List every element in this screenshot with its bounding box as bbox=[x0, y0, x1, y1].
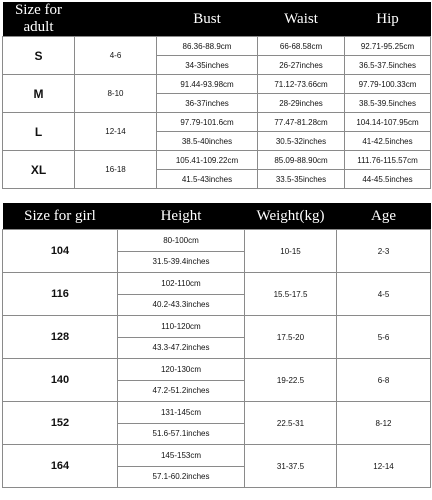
adult-size: XL bbox=[3, 151, 75, 189]
adult-hip-in: 44-45.5inches bbox=[345, 170, 431, 189]
adult-size: M bbox=[3, 75, 75, 113]
girl-height-cm: 102-110cm bbox=[118, 273, 245, 295]
adult-hip-in: 38.5-39.5inches bbox=[345, 94, 431, 113]
girl-height-cm: 120-130cm bbox=[118, 359, 245, 381]
adult-size-table bbox=[2, 2, 431, 189]
girl-row bbox=[3, 273, 431, 295]
girl-header-weight: Weight(kg) bbox=[245, 203, 337, 230]
adult-row bbox=[3, 113, 431, 132]
adult-header-row bbox=[3, 2, 431, 37]
adult-waist-in: 26-27inches bbox=[258, 56, 345, 75]
adult-row bbox=[3, 151, 431, 170]
adult-header-range bbox=[75, 2, 157, 37]
girl-age: 12-14 bbox=[337, 445, 431, 488]
adult-waist-in: 33.5-35inches bbox=[258, 170, 345, 189]
girl-weight: 10-15 bbox=[245, 230, 337, 273]
girl-age: 6-8 bbox=[337, 359, 431, 402]
girl-age: 5-6 bbox=[337, 316, 431, 359]
adult-row bbox=[3, 75, 431, 94]
adult-bust-cm: 105.41-109.22cm bbox=[157, 151, 258, 170]
girl-header-size: Size for girl bbox=[3, 203, 118, 230]
adult-hip-cm: 111.76-115.57cm bbox=[345, 151, 431, 170]
girl-row bbox=[3, 359, 431, 381]
girl-size: 116 bbox=[3, 273, 118, 316]
adult-header-hip: Hip bbox=[345, 2, 431, 37]
girl-size-table bbox=[2, 203, 431, 488]
adult-bust-in: 36-37inches bbox=[157, 94, 258, 113]
adult-hip-cm: 92.71-95.25cm bbox=[345, 37, 431, 56]
adult-bust-in: 34-35inches bbox=[157, 56, 258, 75]
adult-range: 12-14 bbox=[75, 113, 157, 151]
adult-header-size: Size for adult bbox=[3, 2, 75, 37]
girl-weight: 19-22.5 bbox=[245, 359, 337, 402]
girl-height-in: 40.2-43.3inches bbox=[118, 294, 245, 316]
girl-header-age: Age bbox=[337, 203, 431, 230]
adult-row bbox=[3, 37, 431, 56]
adult-bust-cm: 91.44-93.98cm bbox=[157, 75, 258, 94]
girl-height-in: 51.6-57.1inches bbox=[118, 423, 245, 445]
girl-row bbox=[3, 230, 431, 252]
adult-waist-cm: 85.09-88.90cm bbox=[258, 151, 345, 170]
girl-height-cm: 145-153cm bbox=[118, 445, 245, 467]
adult-waist-cm: 71.12-73.66cm bbox=[258, 75, 345, 94]
girl-weight: 17.5-20 bbox=[245, 316, 337, 359]
girl-height-cm: 131-145cm bbox=[118, 402, 245, 424]
girl-height-in: 31.5-39.4inches bbox=[118, 251, 245, 273]
girl-header-height: Height bbox=[118, 203, 245, 230]
adult-waist-cm: 77.47-81.28cm bbox=[258, 113, 345, 132]
adult-range: 4-6 bbox=[75, 37, 157, 75]
adult-bust-in: 38.5-40inches bbox=[157, 132, 258, 151]
adult-bust-cm: 86.36-88.9cm bbox=[157, 37, 258, 56]
girl-weight: 31-37.5 bbox=[245, 445, 337, 488]
girl-row bbox=[3, 316, 431, 338]
adult-waist-in: 28-29inches bbox=[258, 94, 345, 113]
adult-header-waist: Waist bbox=[258, 2, 345, 37]
girl-height-in: 47.2-51.2inches bbox=[118, 380, 245, 402]
adult-header-bust: Bust bbox=[157, 2, 258, 37]
girl-height-cm: 80-100cm bbox=[118, 230, 245, 252]
girl-header-row bbox=[3, 203, 431, 230]
girl-age: 4-5 bbox=[337, 273, 431, 316]
adult-bust-in: 41.5-43inches bbox=[157, 170, 258, 189]
adult-hip-cm: 104.14-107.95cm bbox=[345, 113, 431, 132]
adult-hip-cm: 97.79-100.33cm bbox=[345, 75, 431, 94]
table-gap bbox=[2, 189, 430, 203]
adult-bust-cm: 97.79-101.6cm bbox=[157, 113, 258, 132]
girl-size: 128 bbox=[3, 316, 118, 359]
adult-hip-in: 36.5-37.5inches bbox=[345, 56, 431, 75]
girl-age: 8-12 bbox=[337, 402, 431, 445]
adult-waist-in: 30.5-32inches bbox=[258, 132, 345, 151]
girl-height-in: 43.3-47.2inches bbox=[118, 337, 245, 359]
girl-height-cm: 110-120cm bbox=[118, 316, 245, 338]
adult-hip-in: 41-42.5inches bbox=[345, 132, 431, 151]
girl-weight: 15.5-17.5 bbox=[245, 273, 337, 316]
adult-range: 16-18 bbox=[75, 151, 157, 189]
girl-age: 2-3 bbox=[337, 230, 431, 273]
girl-row bbox=[3, 445, 431, 467]
girl-size: 104 bbox=[3, 230, 118, 273]
size-chart bbox=[2, 2, 430, 488]
girl-weight: 22.5-31 bbox=[245, 402, 337, 445]
adult-size: S bbox=[3, 37, 75, 75]
adult-range: 8-10 bbox=[75, 75, 157, 113]
adult-waist-cm: 66-68.58cm bbox=[258, 37, 345, 56]
girl-size: 164 bbox=[3, 445, 118, 488]
adult-size: L bbox=[3, 113, 75, 151]
girl-size: 140 bbox=[3, 359, 118, 402]
girl-size: 152 bbox=[3, 402, 118, 445]
girl-row bbox=[3, 402, 431, 424]
girl-height-in: 57.1-60.2inches bbox=[118, 466, 245, 488]
